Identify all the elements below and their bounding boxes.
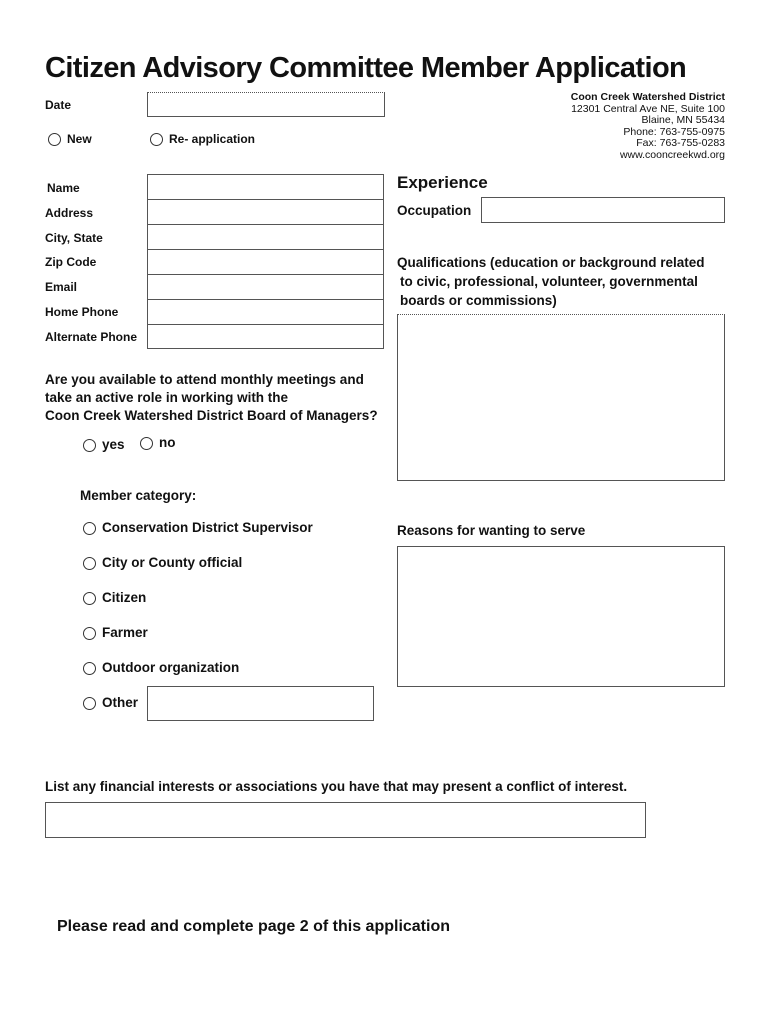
category-farmer-radio[interactable] [83,627,96,640]
category-official-label: City or County official [102,555,243,570]
name-field[interactable] [147,174,384,200]
availability-yes-label: yes [102,437,125,452]
qualifications-label-line1: Qualifications (education or background related [397,255,705,270]
home-phone-label: Home Phone [45,305,119,319]
conflict-label: List any financial interests or associations you have that may present a conflict of interest. [45,779,628,794]
category-citizen-label: Citizen [102,590,147,605]
district-name: Coon Creek Watershed District [570,91,725,103]
zip-label: Zip Code [45,255,97,269]
email-field[interactable] [147,274,384,300]
district-address [571,92,725,162]
new-label: New [67,132,92,146]
address-field[interactable] [147,199,384,225]
category-other-label: Other [102,695,139,710]
availability-yes-radio[interactable] [83,439,96,452]
page-two-note: Please read and complete page 2 of this application [57,918,450,935]
qualifications-label-line3: boards or commissions) [400,293,557,308]
reapplication-radio[interactable] [150,133,163,146]
district-phone: Phone: 763-755-0975 [623,125,725,138]
home-phone-field[interactable] [147,299,384,325]
category-outdoor-radio[interactable] [83,662,96,675]
alt-phone-label: Alternate Phone [45,330,138,344]
conflict-field[interactable] [45,802,646,838]
category-other-field[interactable] [147,686,374,721]
occupation-label: Occupation [397,203,472,218]
category-farmer-label: Farmer [102,625,148,640]
alt-phone-field[interactable] [147,324,384,349]
district-street: 12301 Central Ave NE, Suite 100 [571,102,725,115]
city-state-field[interactable] [147,224,384,250]
name-label: Name [47,181,80,195]
availability-no-radio[interactable] [140,437,153,450]
reasons-field[interactable] [397,546,725,687]
zip-field[interactable] [147,249,384,275]
category-conservation-label: Conservation District Supervisor [102,520,313,535]
occupation-field[interactable] [481,197,725,223]
qualifications-label-line2: to civic, professional, volunteer, governmental [400,274,698,289]
date-field[interactable] [147,92,385,117]
category-other-radio[interactable] [83,697,96,710]
district-city: Blaine, MN 55434 [641,114,725,127]
district-fax: Fax: 763-755-0283 [636,137,725,150]
new-radio[interactable] [48,133,61,146]
experience-heading: Experience [397,173,488,192]
member-category-heading: Member category: [80,488,197,503]
email-label: Email [45,280,78,294]
reapplication-label: Re- application [169,132,256,146]
category-citizen-radio[interactable] [83,592,96,605]
availability-question-line2: take an active role in working with the [45,390,289,405]
address-label: Address [45,206,94,220]
date-label: Date [45,98,72,112]
page-title: Citizen Advisory Committee Member Application [45,52,687,84]
district-website: www.cooncreekwd.org [619,148,725,161]
category-outdoor-label: Outdoor organization [102,660,240,675]
qualifications-field[interactable] [397,314,725,481]
city-state-label: City, State [45,231,103,245]
category-official-radio[interactable] [83,557,96,570]
category-conservation-radio[interactable] [83,522,96,535]
availability-no-label: no [159,435,176,450]
availability-question-line3: Coon Creek Watershed District Board of Managers? [45,408,378,423]
availability-question-line1: Are you available to attend monthly meetings and [45,372,364,387]
reasons-label: Reasons for wanting to serve [397,523,586,538]
